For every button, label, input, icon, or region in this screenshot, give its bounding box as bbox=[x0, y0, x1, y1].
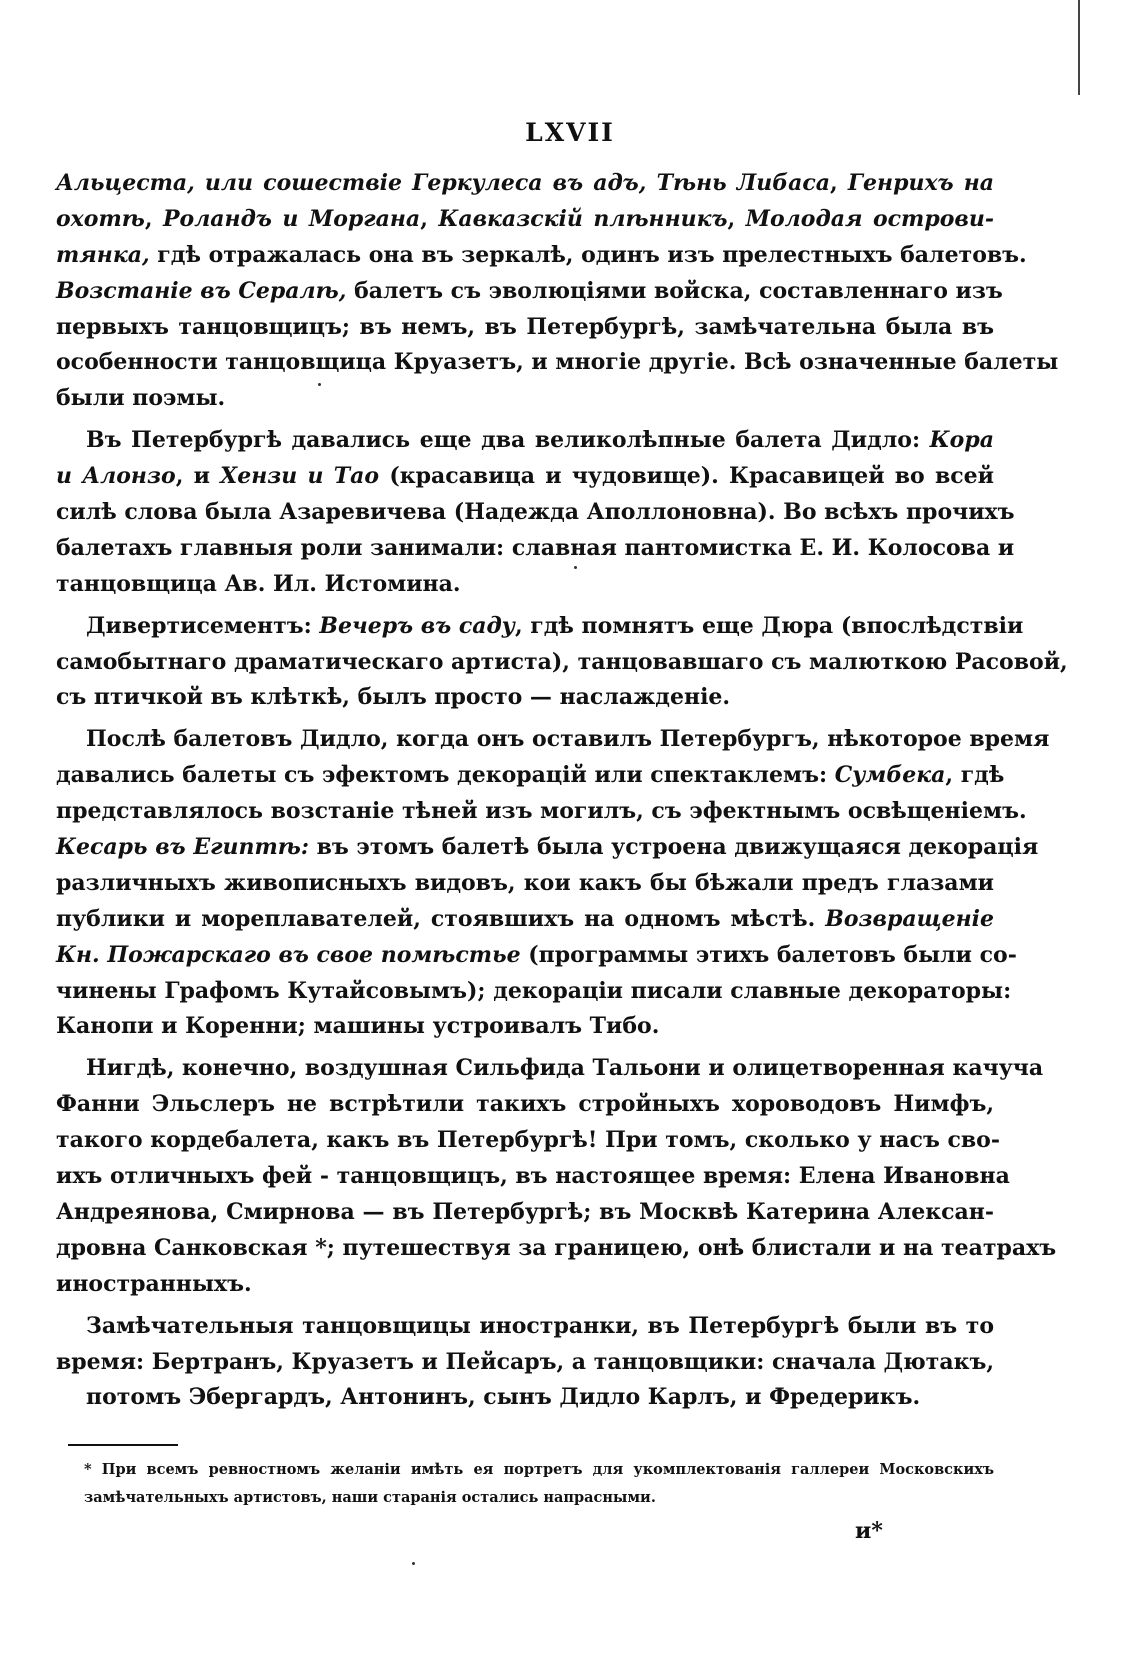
footnote-line: * При всемъ ревностномъ желаніи имѣть ея портретъ для укомплектованія галлереи Московскихъ bbox=[84, 1461, 994, 1478]
body-text bbox=[56, 166, 1068, 1416]
footnote-rule bbox=[68, 1444, 178, 1446]
footnote bbox=[84, 1456, 994, 1512]
footnote-line: замѣчательныхъ артистовъ, наши старанія остались напрасными. bbox=[84, 1489, 656, 1506]
text-span: (красавица и чудовище). Красавицей во всей bbox=[379, 463, 994, 490]
text-span: танцовщица Ав. Ил. Истомина. bbox=[56, 570, 461, 597]
italic-title-span: Кора bbox=[929, 427, 994, 454]
ink-speck bbox=[574, 566, 577, 569]
text-line bbox=[56, 680, 994, 716]
text-span: , bbox=[727, 205, 746, 232]
text-span: публики и мореплавателей, стоявшихъ на одномъ мѣстѣ. bbox=[56, 905, 826, 932]
text-span: , bbox=[420, 205, 439, 232]
italic-title-span: и Алонзо bbox=[56, 463, 176, 490]
text-span: , гдѣ помнятъ еще Дюра (впослѣдствіи bbox=[514, 612, 1024, 639]
italic-title-span: охотѣ bbox=[56, 205, 145, 232]
text-span: балетъ съ эволюціями войска, составленнаго изъ bbox=[346, 277, 1003, 304]
text-span: , bbox=[830, 170, 848, 196]
text-line bbox=[56, 1195, 994, 1231]
text-line bbox=[56, 609, 1024, 645]
text-line bbox=[56, 381, 994, 417]
text-span: различныхъ живописныхъ видовъ, кои какъ бы бѣжали предъ глазами bbox=[56, 869, 994, 896]
text-line bbox=[56, 1267, 994, 1303]
text-span: чинены Графомъ Кутайсовымъ); декораціи писали славные декораторы: bbox=[56, 977, 1012, 1004]
page-edge-mark bbox=[1078, 0, 1080, 95]
text-span: потомъ Эбергардъ, Антонинъ, сынъ Дидло Карлъ, и Фредерикъ. bbox=[86, 1384, 921, 1411]
text-line bbox=[56, 830, 1039, 866]
text-line bbox=[56, 238, 1027, 274]
text-span: ихъ отличныхъ фей - танцовщицъ, въ настоящее время: Елена Ивановна bbox=[56, 1163, 1010, 1190]
text-span: Нигдѣ, конечно, воздушная Сильфида Тальони и олицетворенная качуча bbox=[86, 1055, 1044, 1082]
text-span: Дивертисементъ: bbox=[86, 612, 320, 639]
text-span: Канопи и Коренни; машины устроивалъ Тибо. bbox=[56, 1013, 660, 1040]
text-line bbox=[56, 345, 1059, 381]
text-span: представлялось возстаніе тѣней изъ могилъ, съ эфектнымъ освѣщеніемъ. bbox=[56, 798, 1027, 825]
ink-speck bbox=[412, 1562, 415, 1565]
text-line bbox=[56, 758, 1005, 794]
text-line bbox=[56, 1345, 994, 1381]
text-line bbox=[56, 938, 1017, 974]
italic-title-span: Роландъ и Моргана bbox=[162, 205, 421, 232]
text-line bbox=[56, 1123, 1000, 1159]
text-line bbox=[56, 310, 994, 346]
text-span: силѣ слова была Азаревичева (Надежда Аполлоновна). Во всѣхъ прочихъ bbox=[56, 499, 1015, 526]
text-line bbox=[56, 202, 994, 238]
text-span: иностранныхъ. bbox=[56, 1270, 252, 1297]
text-span: Фанни Эльслеръ не встрѣтили такихъ стройныхъ хороводовъ Нимфъ, bbox=[56, 1091, 994, 1118]
text-span: такого кордебалета, какъ въ Петербургѣ! При томъ, сколько у насъ сво- bbox=[56, 1127, 1000, 1154]
text-span: съ птичкой въ клѣткѣ, былъ просто — наслажденіе. bbox=[56, 684, 731, 711]
signature-mark: и* bbox=[855, 1518, 883, 1544]
text-line bbox=[56, 974, 1012, 1010]
text-line bbox=[56, 1051, 1044, 1087]
text-span: Въ Петербургѣ давались еще два великолѣпные балета Дидло: bbox=[86, 427, 930, 454]
text-line bbox=[56, 274, 1003, 310]
text-line bbox=[56, 423, 994, 459]
text-line bbox=[56, 1009, 994, 1045]
text-span: время: Бертранъ, Круазетъ и Пейсаръ, а танцовщики: сначала Дютакъ, bbox=[56, 1348, 994, 1375]
page-number-header: LXVII bbox=[525, 118, 615, 147]
italic-title-span: Возстаніе въ Сералѣ, bbox=[56, 277, 347, 304]
italic-title-span: Молодая острови- bbox=[745, 205, 994, 232]
text-line bbox=[56, 495, 1015, 531]
text-line bbox=[56, 567, 994, 603]
text-line bbox=[56, 794, 1027, 830]
text-line bbox=[56, 1159, 1010, 1195]
text-span bbox=[646, 170, 656, 196]
text-span: первыхъ танцовщицъ; въ немъ, въ Петербургѣ, замѣчательна была въ bbox=[56, 313, 994, 340]
text-span: особенности танцовщица Круазетъ, и многіе другіе. Всѣ означенные балеты bbox=[56, 349, 1059, 376]
italic-title-span: Кесарь въ Египтѣ: bbox=[56, 834, 309, 861]
text-span: Замѣчательныя танцовщицы иностранки, въ Петербургѣ были въ то bbox=[86, 1312, 994, 1339]
italic-title-span: Возвращеніе bbox=[825, 905, 994, 932]
text-line bbox=[56, 166, 994, 202]
text-line bbox=[56, 902, 994, 938]
text-line bbox=[56, 1231, 1057, 1267]
italic-title-span: Сумбека bbox=[834, 762, 946, 789]
text-span: Андреянова, Смирнова — въ Петербургѣ; въ Москвѣ Катерина Алексан- bbox=[56, 1198, 994, 1225]
text-line bbox=[56, 1087, 994, 1123]
text-line bbox=[56, 1309, 994, 1345]
text-line bbox=[56, 722, 1050, 758]
text-span: , гдѣ bbox=[945, 762, 1005, 789]
text-line bbox=[56, 531, 1015, 567]
text-span: давались балеты съ эфектомъ декорацій или спектаклемъ: bbox=[56, 762, 835, 789]
italic-title-span: Вечеръ въ саду bbox=[319, 612, 515, 639]
text-line bbox=[56, 645, 1068, 681]
italic-title-span: Кн. Пожарскаго въ свое помѣстье bbox=[56, 941, 521, 968]
italic-title-span: Хензи и Тао bbox=[220, 463, 380, 490]
italic-title-span: тянка, bbox=[56, 241, 150, 268]
italic-title-span: Альцеста, или сошествіе Геркулеса въ адъ, bbox=[56, 170, 647, 196]
ink-speck bbox=[318, 383, 321, 386]
text-line bbox=[56, 1380, 994, 1416]
italic-title-span: Кавказскій плѣнникъ bbox=[438, 205, 728, 232]
text-span: балетахъ главныя роли занимали: славная пантомистка Е. И. Колосова и bbox=[56, 534, 1015, 561]
text-span: , bbox=[144, 205, 163, 232]
text-span: самобытнаго драматическаго артиста), танцовавшаго съ малюткою Расовой, bbox=[56, 648, 1068, 675]
text-line bbox=[56, 866, 994, 902]
text-span: гдѣ отражалась она въ зеркалѣ, одинъ изъ прелестныхъ балетовъ. bbox=[149, 241, 1027, 268]
text-span: , и bbox=[175, 463, 221, 490]
text-line bbox=[56, 459, 994, 495]
text-span: въ этомъ балетѣ была устроена движущаяся декорація bbox=[308, 834, 1039, 861]
text-span: дровна Санковская *; путешествуя за границею, онѣ блистали и на театрахъ bbox=[56, 1234, 1057, 1261]
text-span: (программы этихъ балетовъ были со- bbox=[520, 941, 1017, 968]
italic-title-span: Генрихъ на bbox=[847, 170, 995, 196]
text-span: были поэмы. bbox=[56, 385, 226, 412]
italic-title-span: Тѣнь Либаса bbox=[656, 170, 831, 196]
text-span: Послѣ балетовъ Дидло, когда онъ оставилъ Петербургъ, нѣкоторое время bbox=[86, 726, 1050, 753]
